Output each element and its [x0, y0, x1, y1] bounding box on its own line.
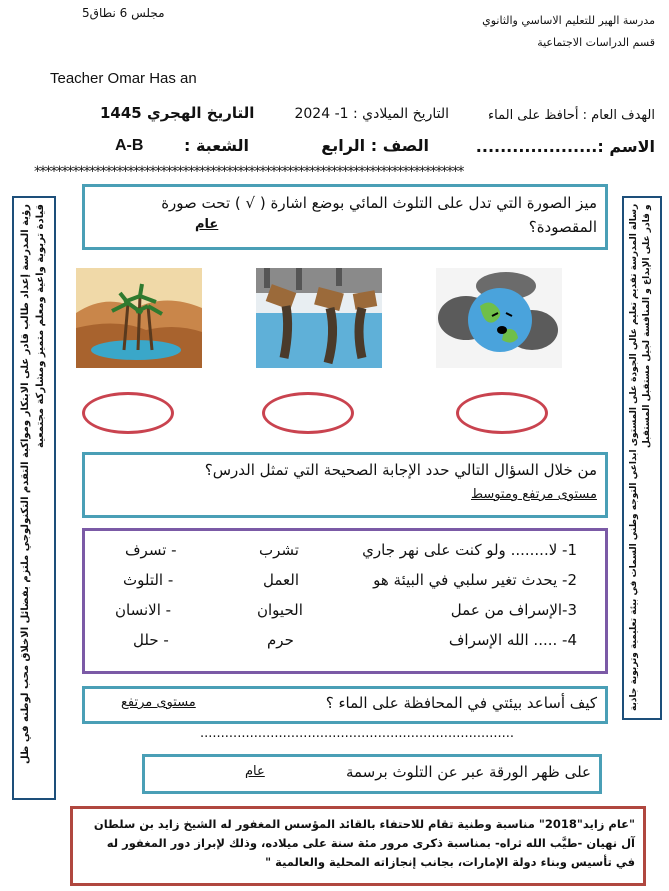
answer-ellipse-2[interactable] [262, 392, 354, 434]
question-3-level: مستوى مرتفع [121, 695, 196, 710]
mission-box [622, 196, 662, 720]
section-value: A-B [115, 137, 144, 154]
council-label: مجلس 6 نطاق5 [82, 6, 165, 20]
department-name: قسم الدراسات الاجتماعية [537, 36, 655, 49]
question-1-level: عام [195, 217, 219, 232]
school-vision: رؤية المدرسة إعداد طالب قادر على الابتكار ومواكبة التقدم التكنولوجي ملتزم بفضائل الاخلاق محب لوطنه في ظل قيادة تربوية واعية ومعلم متميز ومشاركة مجتمعية [20, 204, 46, 764]
q2-item-1-a: تشرب [259, 541, 299, 559]
vision-box [12, 196, 56, 800]
q2-item-4-stem: 4- ..... الله الإسراف [448, 631, 577, 649]
q2-item-4-b: - حلل [133, 631, 169, 649]
question-4-text: على ظهر الورقة عبر عن التلوث برسمة [345, 763, 591, 781]
question-4-box [142, 754, 602, 794]
section-label: الشعبة : [183, 136, 249, 155]
sick-earth-image [436, 268, 562, 368]
question-2-text: من خلال السؤال التالي حدد الإجابة الصحيحة التي تمثل الدرس؟ [204, 461, 597, 479]
teacher-name: Teacher Omar Has an [50, 70, 197, 87]
footer-text: "عام زايد"2018" مناسبة وطنية تقام للاحتفاء بالقائد المؤسس المغفور له الشيخ زايد بن سلطان آل نهيان -طيَّب الله ثراه- بمناسبة ذكرى مرور مئة سنة على ميلاده، وذلك لإبراز دور المغفور له في تأسيس وبناء دولة الإمارات، بجانب إنجازاته المحلية والعالمية " [93, 817, 635, 869]
school-name: مدرسة الهير للتعليم الاساسي والثانوي [482, 14, 655, 27]
school-mission: رسالة المدرسة تقديم تعليم عالي الجودة على المستوى ابداعي التوجه وطني السمات في بيئة تعليمية وتربوية جاذبة و قادر على الإبداع و المنافسة لجيل مستقبل المستقبل [629, 204, 652, 712]
question-4-level: عام [245, 764, 265, 779]
q2-item-2-stem: 2- يحدث تغير سلبي في البيئة هو [373, 571, 577, 589]
student-name-label: الاسم :.................... [475, 137, 655, 156]
q2-item-2-b: - التلوث [123, 571, 174, 589]
star-divider: ****************************************************************************** [34, 164, 463, 180]
question-2-items-box [82, 528, 608, 674]
question-1-text: ميز الصورة التي تدل على التلوث المائي بوضع اشارة ( √ ) تحت صورة المقصودة؟ [161, 194, 597, 236]
q2-item-3-b: - الانسان [115, 601, 172, 619]
oasis-palms-image [76, 268, 202, 368]
answer-ellipse-1[interactable] [82, 392, 174, 434]
question-2-level: مستوى مرتفع ومتوسط [470, 487, 597, 502]
general-goal: الهدف العام : أحافظ على الماء [488, 108, 655, 123]
class-label: الصف : الرابع [321, 136, 429, 155]
question-1-box [82, 184, 608, 250]
question-3-text: كيف أساعد بيئتي في المحافظة على الماء ؟ [325, 694, 597, 712]
polluted-pipes-image [256, 268, 382, 368]
gregorian-date: التاريخ الميلادي : 1- 2024 [294, 106, 449, 122]
q2-item-1-stem: 1- لا........ ولو كنت على نهر جاري [362, 541, 577, 559]
hijri-date: التاريخ الهجري 1445 [100, 104, 255, 122]
q2-item-3-a: الحيوان [257, 601, 303, 619]
q2-item-3-stem: 3-الإسراف من عمل [450, 601, 577, 619]
answer-line[interactable]: ............................................................................ [200, 726, 515, 741]
q2-item-4-a: حرم [267, 631, 294, 649]
q2-item-1-b: - تسرف [125, 541, 177, 559]
q2-item-2-a: العمل [263, 571, 300, 589]
answer-ellipse-3[interactable] [456, 392, 548, 434]
footer-box [70, 806, 646, 886]
question-2-box [82, 452, 608, 518]
question-3-box [82, 686, 608, 724]
